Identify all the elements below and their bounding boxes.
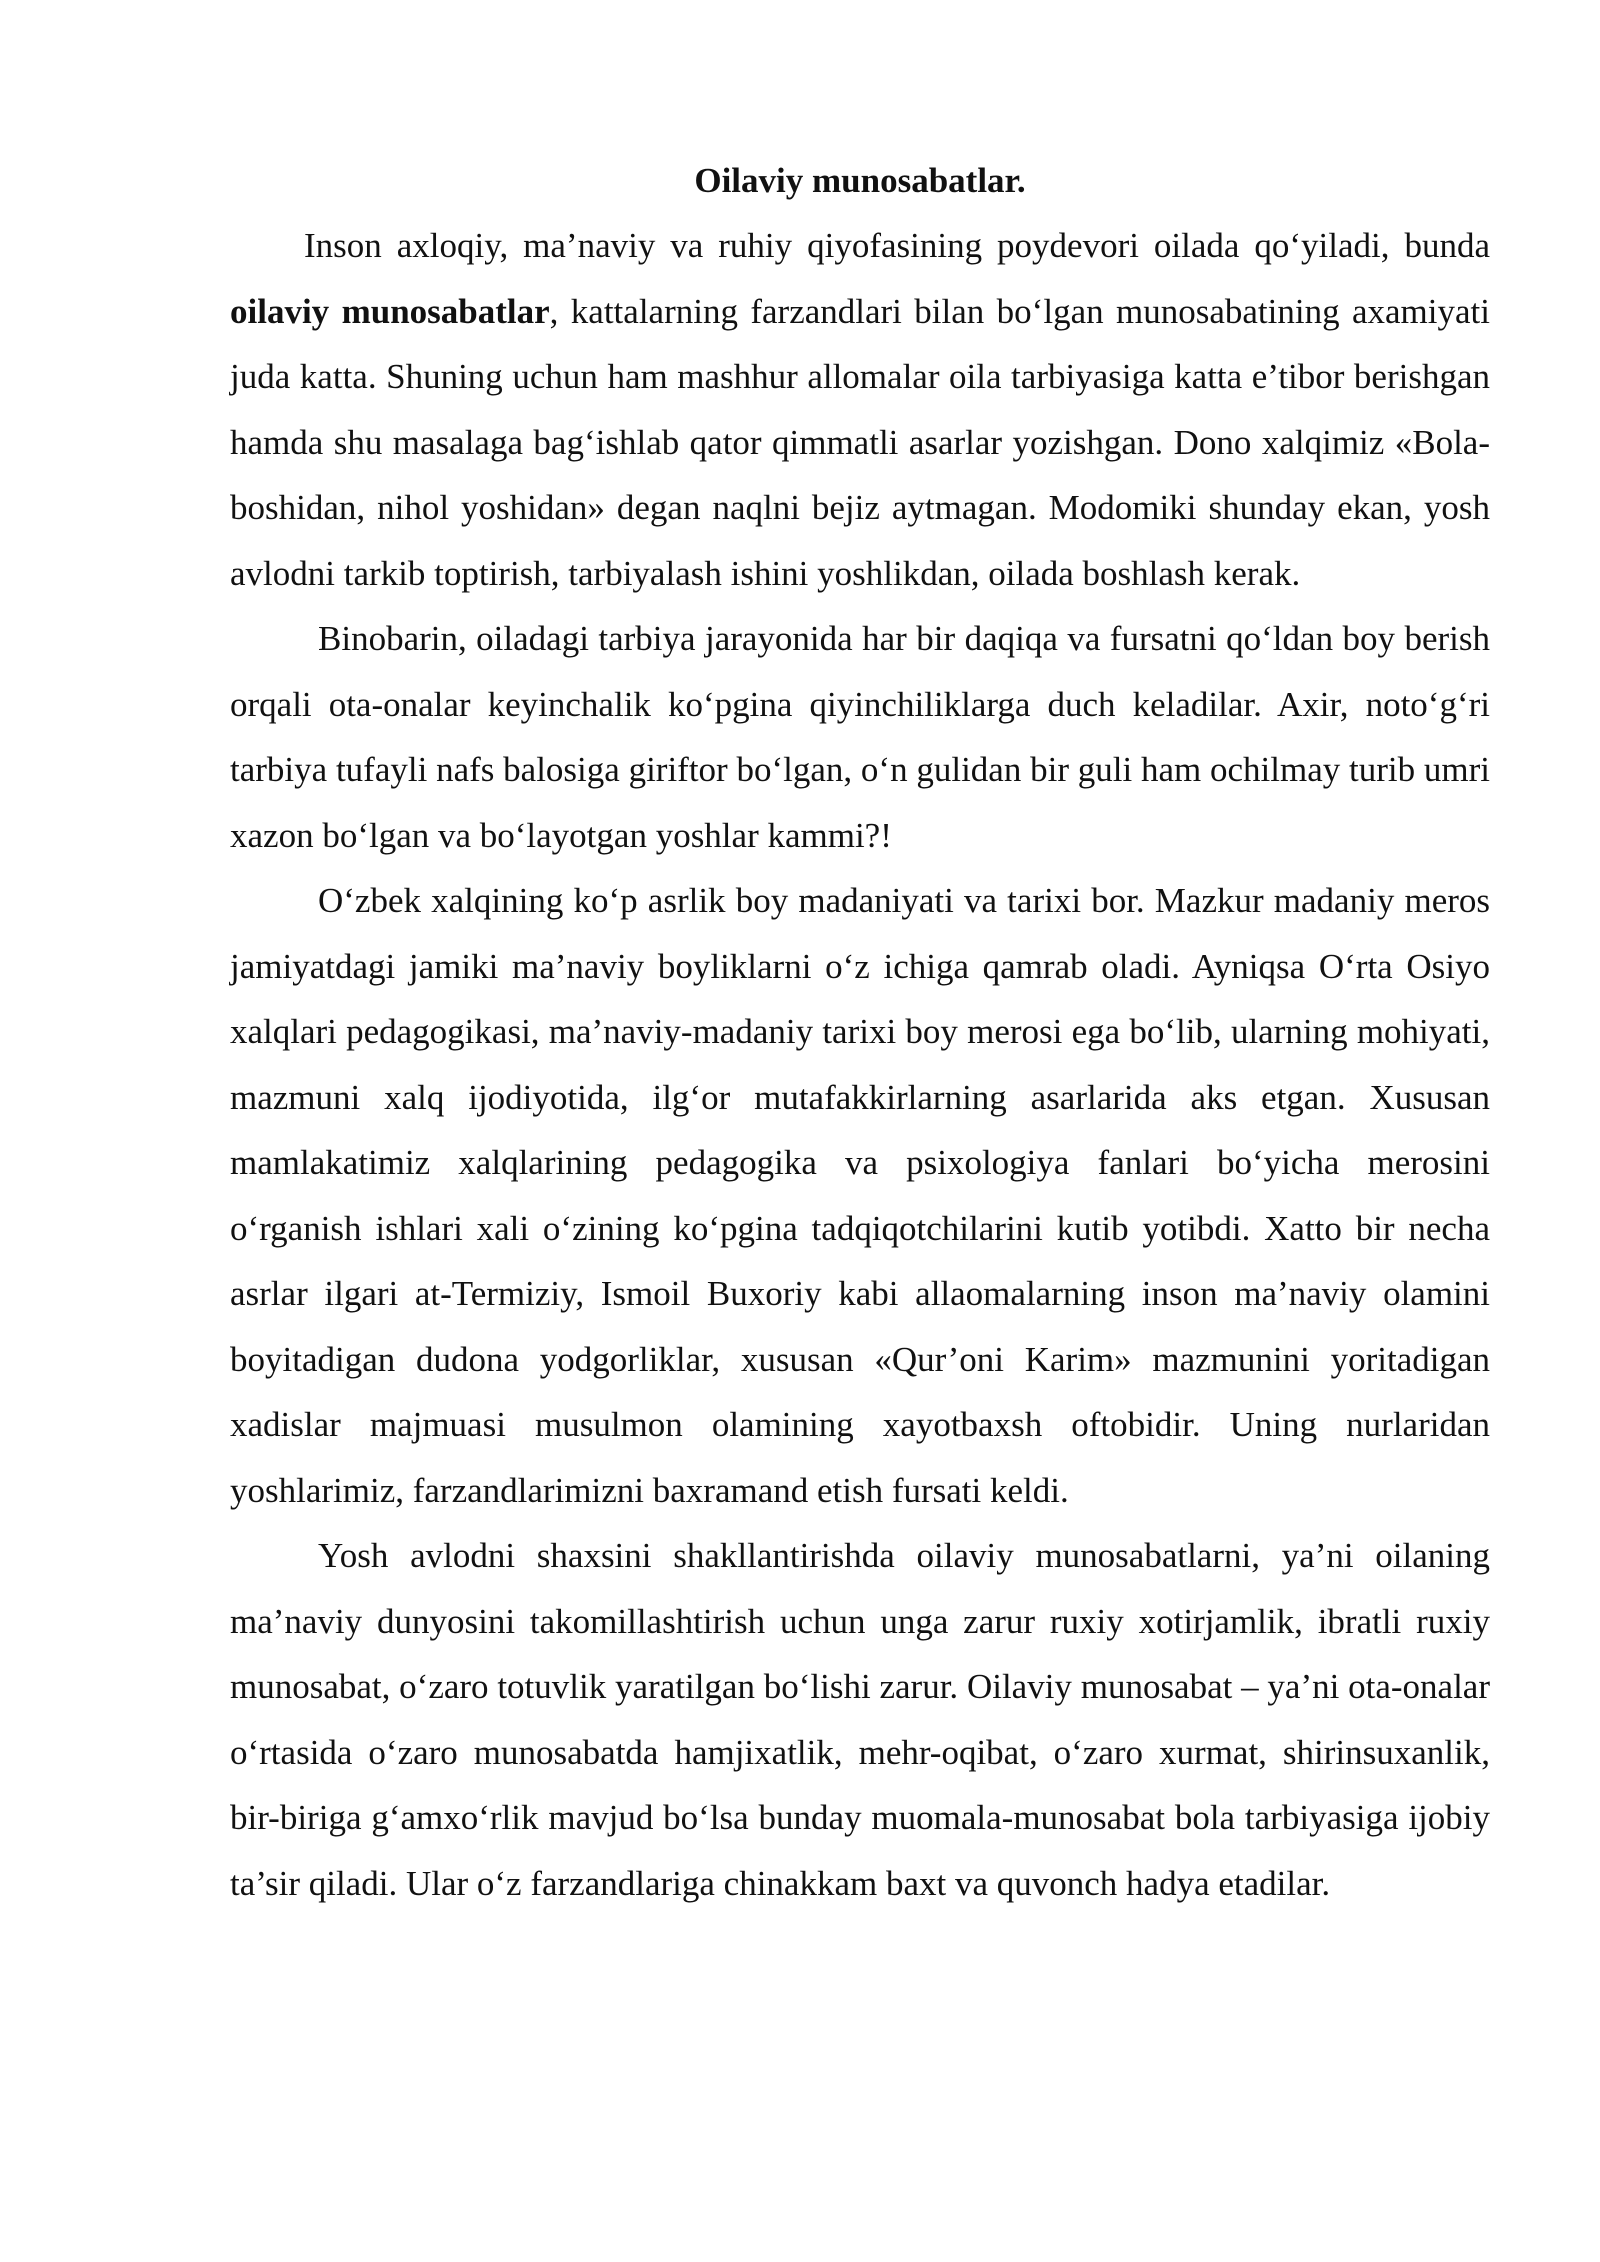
paragraph-heritage: O‘zbek xalqining ko‘p asrlik boy madaniyati va tarixi bor. Mazkur madaniy meros jamiyatdagi jamiki ma’naviy boyliklarni o‘z ichiga qamrab oladi. Ayniqsa O‘rta Osiyo xalqlari pedagogikasi, ma’naviy-madaniy tarixi boy merosi ega bo‘lib, ularning mohiyati, mazmuni xalq ijodiyotida, ilg‘or mutafakkirlarning asarlarida aks etgan. Xususan mamlakatimiz xalqlarining pedagogika va psixologiya fanlari bo‘yicha merosini o‘rganish ishlari xali o‘zining ko‘pgina tadqiqotchilarini kutib yotibdi. Xatto bir necha asrlar ilgari at-Termiziy, Ismoil Buxoriy kabi allaomalarning inson ma’naviy olamini boyitadigan dudona yodgorliklar, xususan «Qur’oni Karim» mazmunini yoritadigan xadislar majmuasi musulmon olamining xayotbaxsh oftobidir. Uning nurlaridan yoshlarimiz, farzandlarimizni baxramand etish fursati keldi. [230,881,1490,1510]
paragraph-intro-bold-term: oilaviy munosabatlar [230,291,550,331]
document-title: Oilaviy munosabatlar. [694,161,1026,200]
paragraph-upbringing: Binobarin, oiladagi tarbiya jarayonida har bir daqiqa va fursatni qo‘ldan boy berish orqali ota-onalar keyinchalik ko‘pgina qiyinchiliklarga duch keladilar. Axir, noto‘g‘ri tarbiya tufayli nafs balosiga giriftor bo‘lgan, o‘n gulidan bir guli ham ochilmay turib umri xazon bo‘lgan va bo‘layotgan yoshlar kammi?! [230,619,1490,855]
paragraph-intro-text-end: , kattalarning farzandlari bilan bo‘lgan munosabatining axamiyati juda katta. Shuning uchun ham mashhur allomalar oila tarbiyasiga katta e’tibor berishgan hamda shu masalaga bag‘ishlab qator qimmatli asarlar yozishgan. Dono xalqimiz «Bola-boshidan, nihol yoshidan» degan naqlni bejiz aytmagan. Modomiki shunday ekan, yosh avlodni tarkib toptirish, tarbiyalash ishini yoshlikdan, oilada boshlash kerak. [230,291,1490,593]
document-body [230,148,1490,1916]
paragraph-family-relations: Yosh avlodni shaxsini shakllantirishda oilaviy munosabatlarni, ya’ni oilaning ma’naviy dunyosini takomillashtirish uchun unga zarur ruxiy xotirjamlik, ibratli ruxiy munosabat, o‘zaro totuvlik yaratilgan bo‘lishi zarur. Oilaviy munosabat – ya’ni ota-onalar o‘rtasida o‘zaro munosabatda hamjixatlik, mehr-oqibat, o‘zaro xurmat, shirinsuxanlik, bir-biriga g‘amxo‘rlik mavjud bo‘lsa bunday muomala-munosabat bola tarbiyasiga ijobiy ta’sir qiladi. Ular o‘z farzandlariga chinakkam baxt va quvonch hadya etadilar. [230,1536,1490,1903]
paragraph-intro-text-start: Inson axloqiy, ma’naviy va ruhiy qiyofasining poydevori oilada qo‘yiladi, bunda [304,226,1490,265]
paragraph-intro [230,213,1490,606]
